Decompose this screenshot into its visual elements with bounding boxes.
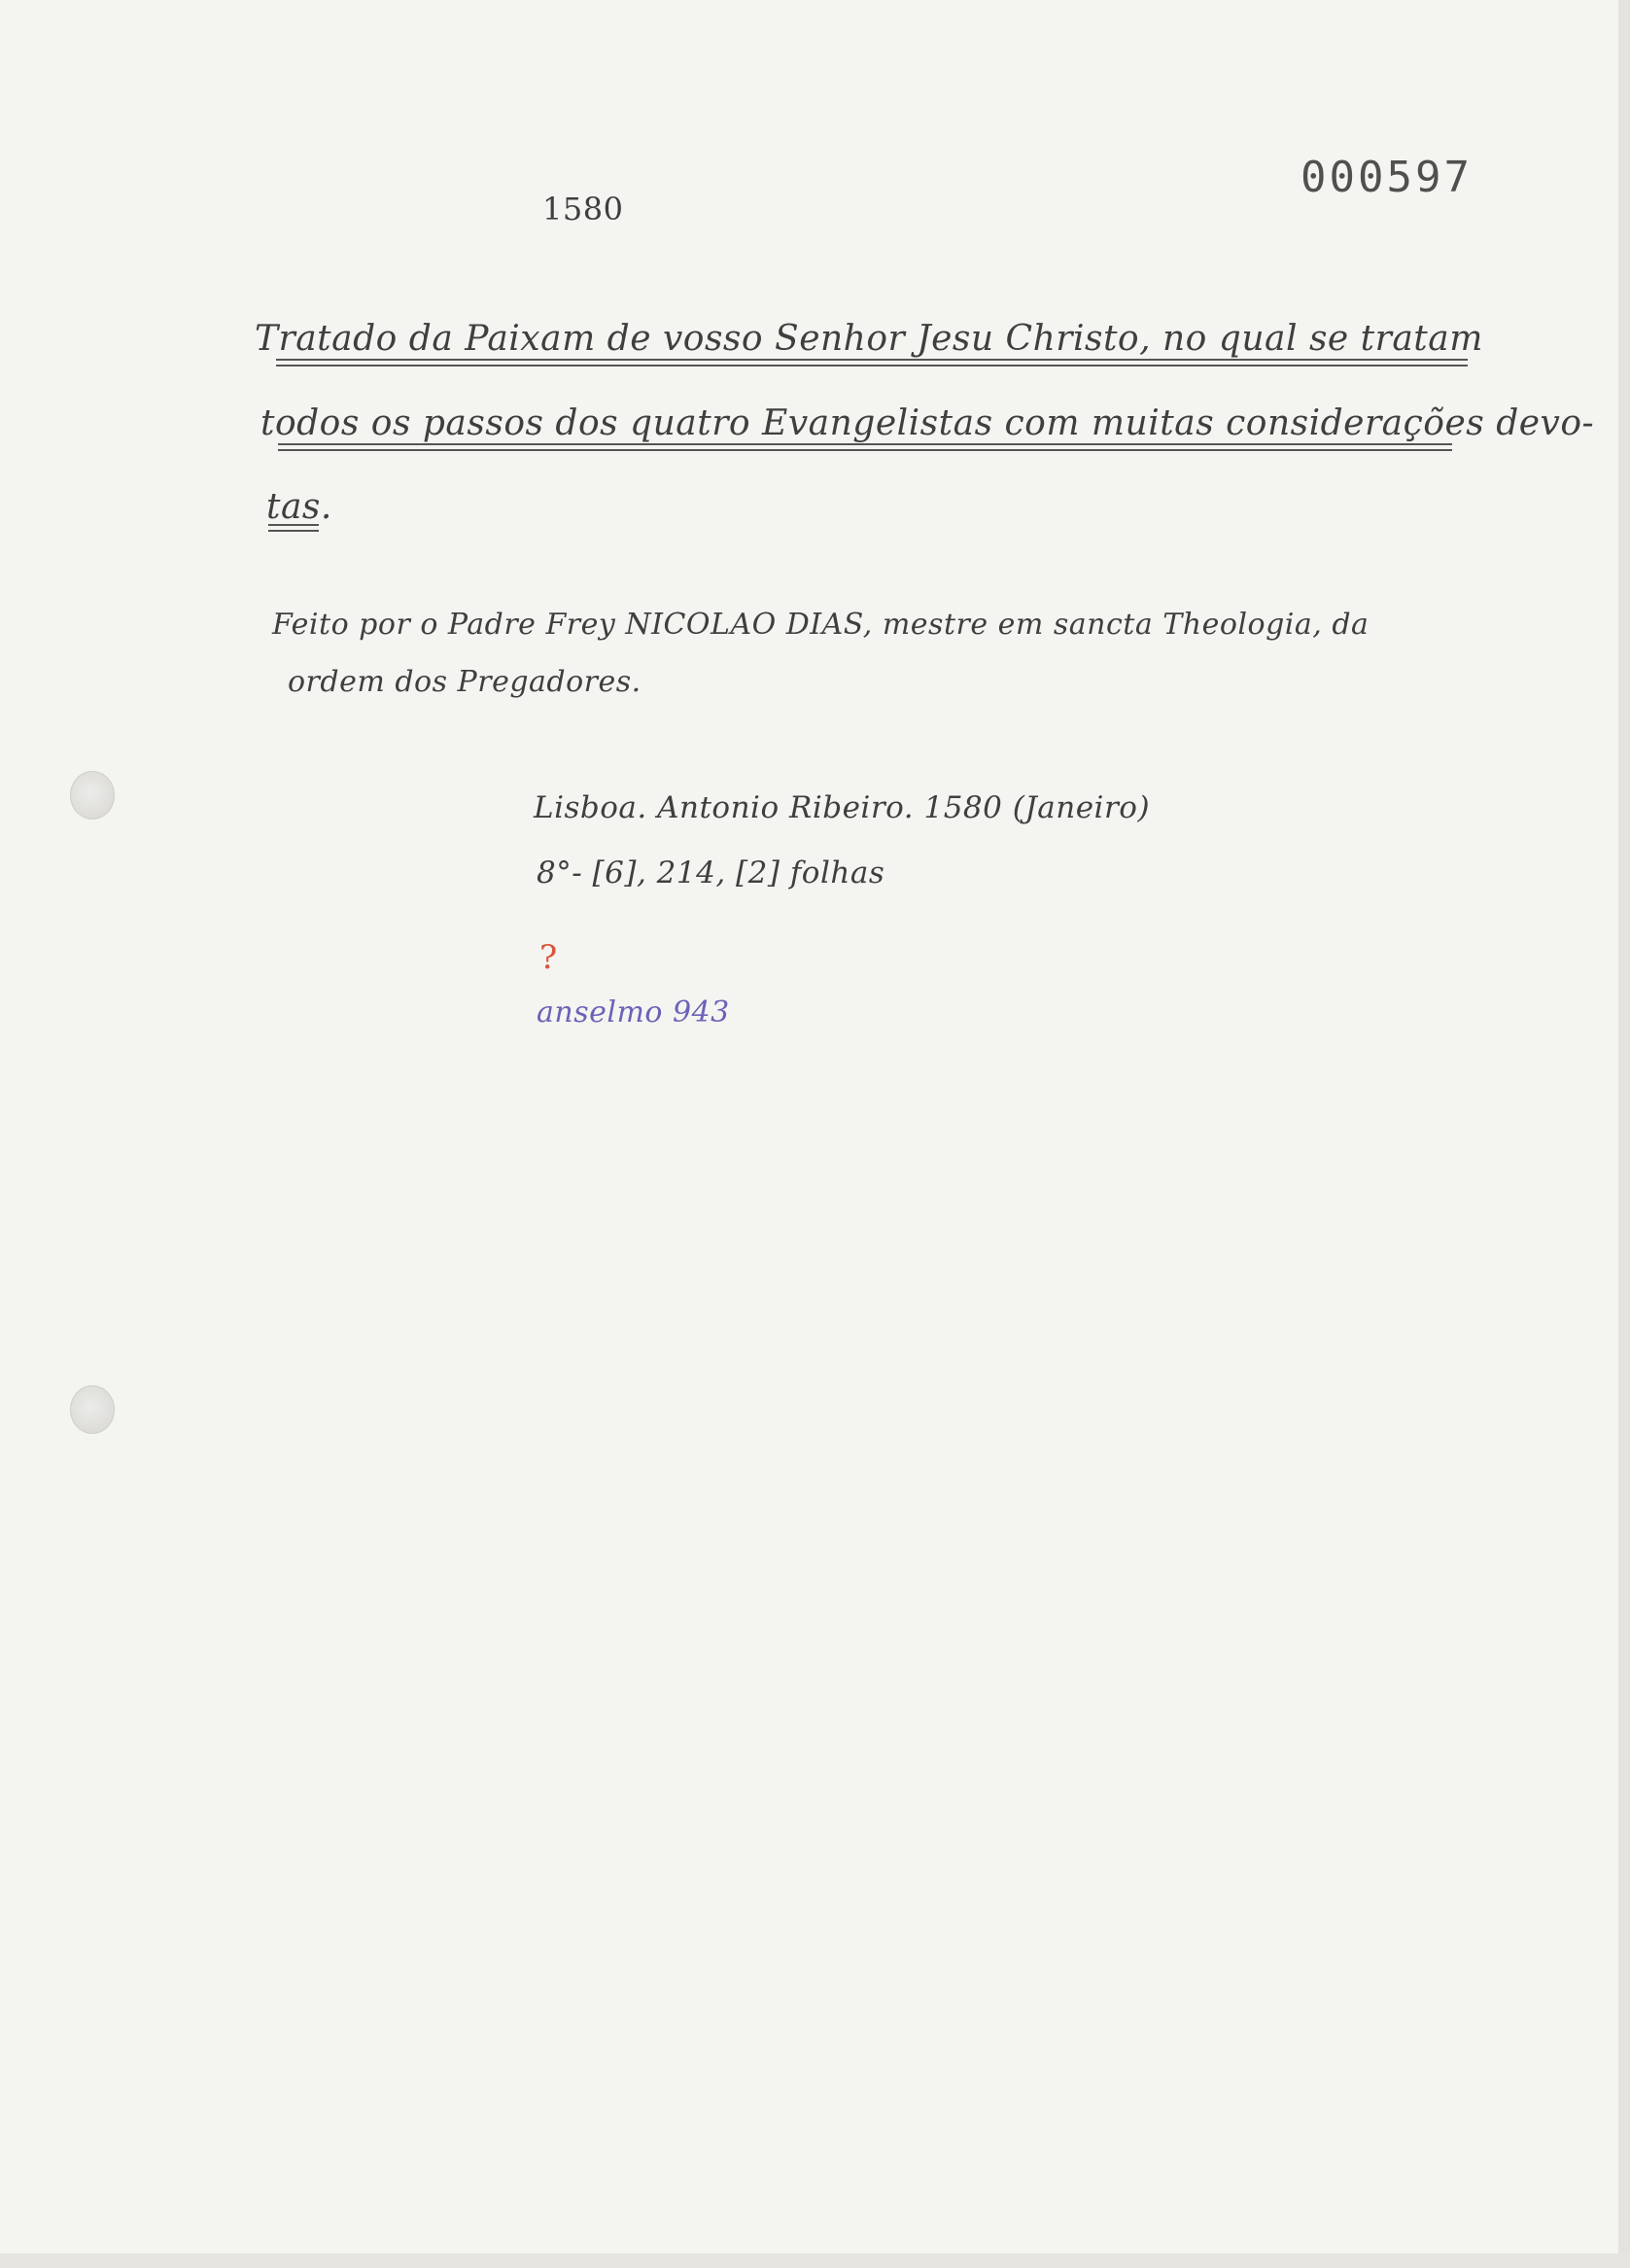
author-line-1: Feito por o Padre Frey NICOLAO DIAS, mestre em sancta Theologia, da (272, 608, 1370, 642)
title-underline-1 (276, 359, 1468, 366)
page-edge-bottom (0, 2253, 1630, 2268)
year: 1580 (542, 191, 624, 227)
imprint-line: Lisboa. Antonio Ribeiro. 1580 (Janeiro) (534, 790, 1151, 825)
punch-hole-bottom (70, 1385, 115, 1434)
title-line-2: todos os passos dos quatro Evangelistas com muitas considerações devo- (260, 403, 1595, 443)
reference-note: anselmo 943 (537, 995, 730, 1029)
title-line-1: Tratado da Paixam de vosso Senhor Jesu Christo, no qual se tratam (255, 319, 1483, 359)
author-line-2: ordem dos Pregadores. (288, 665, 642, 699)
collation-line: 8°- [6], 214, [2] folhas (537, 855, 885, 890)
question-mark: ? (539, 938, 558, 977)
page-edge-right (1618, 0, 1630, 2268)
title-line-3: tas. (266, 487, 332, 527)
punch-hole-top (70, 771, 115, 820)
title-underline-2 (278, 443, 1452, 451)
record-number: 000597 (1301, 153, 1473, 202)
title-underline-3 (268, 524, 319, 532)
